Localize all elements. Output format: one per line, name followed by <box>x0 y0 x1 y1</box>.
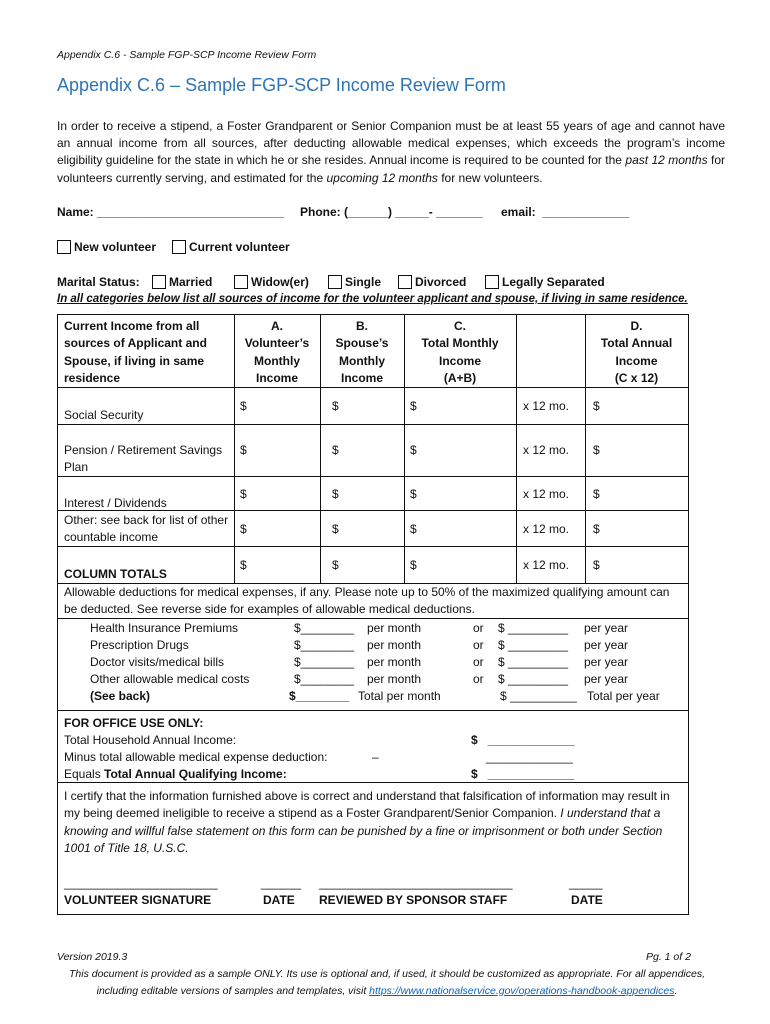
deduction-monthly-field[interactable]: $________ <box>294 638 355 652</box>
phone-field[interactable]: Phone: (______) _____- _______ <box>300 205 483 219</box>
dollar-sign[interactable]: $ <box>410 558 417 572</box>
intro-paragraph: In order to receive a stipend, a Foster Grandparent or Senior Companion must be at least 55 years of age and cannot have an annual income from all sources, after deducting allowable medical expenses, which exceeds the program’s income eligibility guideline for the state in which he or she resides. Annual income is required to be counted for the past 12 months for volunteers currently serving, and estimated for the upcoming 12 months for new volunteers. <box>57 119 725 185</box>
equals-label: Equals Total Annual Qualifying Income: <box>64 767 287 781</box>
row-label-social-security: Social Security <box>64 408 144 422</box>
minus-deduction-field[interactable]: _____________ <box>486 750 573 764</box>
name-field[interactable]: Name: ____________________________ <box>57 205 284 219</box>
date-label: DATE <box>263 893 295 907</box>
dollar-sign[interactable]: $ <box>593 487 600 501</box>
running-header: Appendix C.6 - Sample FGP-SCP Income Review Form <box>57 49 317 61</box>
deduction-monthly-field[interactable]: $________ <box>294 672 355 686</box>
dollar-sign[interactable]: $ <box>593 558 600 572</box>
disclaimer: This document is provided as a sample ONLY. Its use is optional and, if used, it should be customized as appropriate. For all appendices, including editable versions of samples and templates, visit https://www.nationalservice.gov/operations-handbook-appendices. <box>69 968 705 997</box>
separated-checkbox[interactable] <box>485 275 499 289</box>
multiplier-label: x 12 mo. <box>523 443 570 457</box>
dollar-sign[interactable]: $ <box>410 522 417 536</box>
dollar-sign[interactable]: $ <box>410 399 417 413</box>
deduction-yearly-field[interactable]: $ _________ <box>498 672 569 686</box>
deduction-total-monthly-field[interactable]: $________ <box>289 689 350 703</box>
deduction-yearly-field[interactable]: $ _________ <box>498 638 569 652</box>
multiplier-label: x 12 mo. <box>523 522 570 536</box>
sponsor-staff-label: REVIEWED BY SPONSOR STAFF <box>319 893 508 907</box>
dollar-sign[interactable]: $ <box>240 522 247 536</box>
volunteer-signature-label: VOLUNTEER SIGNATURE <box>64 893 212 907</box>
deduction-name: Other allowable medical costs <box>90 672 250 686</box>
email-field[interactable]: email: _____________ <box>501 205 630 219</box>
row-label-interest: Interest / Dividends <box>64 496 167 510</box>
dollar-sign[interactable]: $ <box>332 558 339 572</box>
income-table: Current Income from all sources of Applicant and Spouse, if living in same residence A. Volunteer’s Monthly Income B. Spouse’s Monthly Income C. Total Monthly Income (A+B) D. Total Annual Income (C x 12) Social Security Pension / Retirement Savings Plan Interest / Dividends Other: see back for list of other countable income COLUMN TOTALS $ $ $ x 12 mo. $ $ $ $ x 12 mo. $ $ $ $ x 12 mo. $ $ $ $ x 12 mo. $ $ $ $ x 12 mo. $ Allowable deductions for medical expenses, if any. Please note up to 50% of the maximized qualifying amount can be deducted. See reverse side for examples of allowable medical deductions. Health Insurance Premiums $________ per month or $ _________ per year Prescription Drugs $________ per month or $ _________ per year Doctor visits/medical bills $________ per month or $ _________ per year Other allowable medical costs $________ per month or $ _________ per year (See back) $________ Total per month $ __________ Total per year FOR OFFICE USE ONLY: Total Household Annual Income: $ _____________ Minus total allowable medical expense deduction: – _____________ Equals Total Annual Qualifying Income: $ _____________ I certify that the information furnished above is correct and understand that falsification of information may result in my being deemed ineligible to receive a stipend as a Foster Grandparent/Senior Companion. I understand that a knowing and willful false statement on this form can be punished by a fine or imprisonment or both under Section 1001 of Title 18, U.S.C. _______________________ ______ _____________________________ _____ VOLUNTEER SIGNATURE DATE REVIEWED BY SPONSOR STAFF DATE <box>57 314 689 915</box>
appendices-link[interactable]: https://www.nationalservice.gov/operations-handbook-appendices <box>369 984 675 997</box>
dollar-sign[interactable]: $ <box>332 522 339 536</box>
current-volunteer-checkbox[interactable] <box>172 240 186 254</box>
dollar-sign[interactable]: $ <box>332 443 339 457</box>
row-label-other: Other: see back for list of other countable income <box>64 513 229 545</box>
deduction-monthly-field[interactable]: $________ <box>294 655 355 669</box>
multiplier-label: x 12 mo. <box>523 399 570 413</box>
date-label: DATE <box>571 893 603 907</box>
dollar-sign[interactable]: $ <box>593 522 600 536</box>
deduction-total-yearly-field[interactable]: $ __________ <box>500 689 577 703</box>
row-label-pension: Pension / Retirement Savings Plan <box>64 443 223 475</box>
separated-option[interactable]: Legally Separated <box>485 275 605 289</box>
date-line[interactable]: _____ <box>569 876 603 890</box>
office-use-heading: FOR OFFICE USE ONLY: <box>64 716 204 730</box>
page-number: Pg. 1 of 2 <box>646 951 691 963</box>
version-label: Version 2019.3 <box>57 951 128 963</box>
dollar-sign[interactable]: $ <box>410 487 417 501</box>
minus-deduction-label: Minus total allowable medical expense deduction: <box>64 750 328 764</box>
signature-line[interactable]: _______________________ <box>64 876 218 890</box>
certification-text: I certify that the information furnished above is correct and understand that falsification of information may result in my being deemed ineligible to receive a stipend as a Foster Grandparent/Senior Companion. I understand that a knowing and willful false statement on this form can be punished by a fine or imprisonment or both under Section 1001 of Title 18, U.S.C. <box>64 789 670 855</box>
col-c-header: C. Total Monthly Income (A+B) <box>421 319 499 385</box>
widow-checkbox[interactable] <box>234 275 248 289</box>
dollar-sign[interactable]: $ <box>593 399 600 413</box>
deduction-name: Health Insurance Premiums <box>90 621 239 635</box>
deductions-intro: Allowable deductions for medical expenses, if any. Please note up to 50% of the maximized qualifying amount can be deducted. See reverse side for examples of allowable medical deductions. <box>64 585 670 617</box>
dollar-sign[interactable]: $ <box>240 487 247 501</box>
deduction-name: Prescription Drugs <box>90 638 189 652</box>
dollar-sign[interactable]: $ <box>332 399 339 413</box>
dollar-sign[interactable]: $ <box>410 443 417 457</box>
row-label-column-totals: COLUMN TOTALS <box>64 567 167 581</box>
deduction-total-label: (See back) <box>90 689 151 703</box>
marital-status-label: Marital Status: <box>57 275 140 289</box>
single-checkbox[interactable] <box>328 275 342 289</box>
deduction-yearly-field[interactable]: $ _________ <box>498 655 569 669</box>
deduction-yearly-field[interactable]: $ _________ <box>498 621 569 635</box>
page-title: Appendix C.6 – Sample FGP-SCP Income Review Form <box>57 75 506 95</box>
deduction-monthly-field[interactable]: $________ <box>294 621 355 635</box>
divorced-checkbox[interactable] <box>398 275 412 289</box>
household-income-label: Total Household Annual Income: <box>64 733 237 747</box>
new-volunteer-checkbox[interactable] <box>57 240 71 254</box>
current-volunteer-option[interactable]: Current volunteer <box>172 240 290 254</box>
date-line[interactable]: ______ <box>261 876 302 890</box>
dollar-sign[interactable]: $ <box>593 443 600 457</box>
divorced-option[interactable]: Divorced <box>398 275 466 289</box>
staff-signature-line[interactable]: _____________________________ <box>319 876 513 890</box>
dollar-sign[interactable]: $ <box>240 443 247 457</box>
new-volunteer-option[interactable]: New volunteer <box>57 240 156 254</box>
qualifying-income-field[interactable]: $ _____________ <box>471 767 575 781</box>
widow-option[interactable]: Widow(er) <box>234 275 309 289</box>
married-option[interactable]: Married <box>152 275 212 289</box>
col-b-header: B. Spouse’s Monthly Income <box>335 319 389 385</box>
dollar-sign[interactable]: $ <box>240 558 247 572</box>
income-source-header: Current Income from all sources of Applicant and Spouse, if living in same residence <box>64 319 207 385</box>
single-option[interactable]: Single <box>328 275 381 289</box>
col-a-header: A. Volunteer’s Monthly Income <box>244 319 310 385</box>
household-income-field[interactable]: $ _____________ <box>471 733 575 747</box>
col-d-header: D. Total Annual Income (C x 12) <box>600 319 673 385</box>
multiplier-label: x 12 mo. <box>523 558 570 572</box>
income-instruction-note: In all categories below list all sources of income for the volunteer applicant and spouse, if living in same residence. <box>57 293 688 305</box>
married-checkbox[interactable] <box>152 275 166 289</box>
multiplier-label: x 12 mo. <box>523 487 570 501</box>
dollar-sign[interactable]: $ <box>332 487 339 501</box>
deduction-name: Doctor visits/medical bills <box>90 655 225 669</box>
dollar-sign[interactable]: $ <box>240 399 247 413</box>
